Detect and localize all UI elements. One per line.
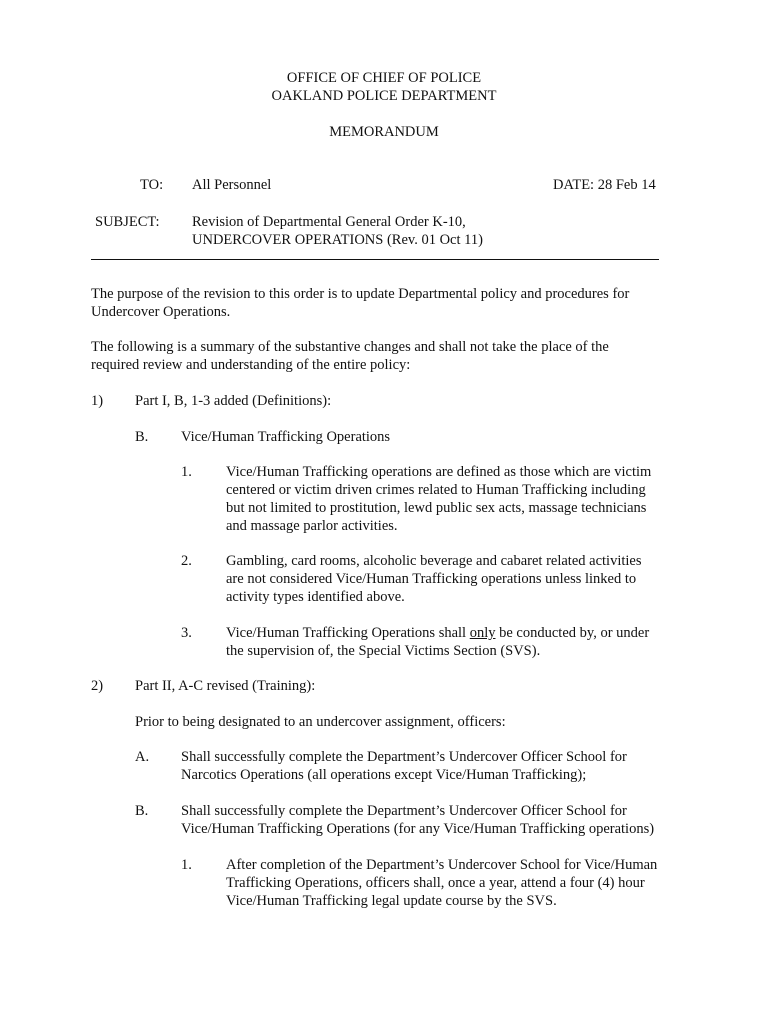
section-2-a-letter: A. <box>135 749 150 765</box>
summary-paragraph-line-2: required review and understanding of the entire policy: <box>91 357 411 373</box>
summary-paragraph-line-1: The following is a summary of the substantive changes and shall not take the place of the <box>91 339 609 355</box>
memo-date: DATE: 28 Feb 14 <box>553 177 656 193</box>
header-divider <box>91 259 659 260</box>
section-1-item-3-line-2: the supervision of, the Special Victims Section (SVS). <box>226 643 541 659</box>
section-1-title: Part I, B, 1-3 added (Definitions): <box>135 393 332 409</box>
section-1-item-2-line-1: Gambling, card rooms, alcoholic beverage and cabaret related activities <box>226 553 642 569</box>
to-value: All Personnel <box>192 177 272 193</box>
section-1-sub-title: Vice/Human Trafficking Operations <box>181 429 391 445</box>
section-2-b-1-line-3: Vice/Human Trafficking legal update course by the SVS. <box>226 893 557 909</box>
section-2-b-1-number: 1. <box>181 857 192 873</box>
item-3-text-after: be conducted by, or under <box>495 625 650 641</box>
section-1-number: 1) <box>91 393 104 409</box>
section-1-item-1-line-4: and massage parlor activities. <box>226 518 398 534</box>
section-2-b-letter: B. <box>135 803 149 819</box>
section-2-intro: Prior to being designated to an undercover assignment, officers: <box>135 714 506 730</box>
item-3-emphasis: only <box>469 625 496 641</box>
subject-label: SUBJECT: <box>95 214 160 230</box>
item-3-text-before: Vice/Human Trafficking Operations shall <box>226 625 470 641</box>
section-1-item-1-number: 1. <box>181 464 192 480</box>
section-2-a-line-1: Shall successfully complete the Department’s Undercover Officer School for <box>181 749 627 765</box>
to-label: TO: <box>140 177 164 193</box>
section-2-b-line-2: Vice/Human Trafficking Operations (for any Vice/Human Trafficking operations) <box>181 821 655 837</box>
purpose-paragraph-line-1: The purpose of the revision to this order is to update Departmental policy and procedures for <box>91 286 630 302</box>
section-2-title: Part II, A-C revised (Training): <box>135 678 316 694</box>
department-title: OAKLAND POLICE DEPARTMENT <box>271 88 497 104</box>
section-1-sub-letter: B. <box>135 429 149 445</box>
section-1-item-1-line-1: Vice/Human Trafficking operations are defined as those which are victim <box>226 464 652 480</box>
office-title: OFFICE OF CHIEF OF POLICE <box>286 70 482 86</box>
section-1-item-2-line-2: are not considered Vice/Human Trafficking operations unless linked to <box>226 571 637 587</box>
section-1-item-3-line-1 <box>226 624 649 642</box>
subject-line-2: UNDERCOVER OPERATIONS (Rev. 01 Oct 11) <box>192 232 483 248</box>
memorandum-title: MEMORANDUM <box>329 124 439 140</box>
section-1-item-1-line-2: centered or victim driven crimes related to Human Trafficking including <box>226 482 646 498</box>
section-2-number: 2) <box>91 678 104 694</box>
section-2-b-1-line-1: After completion of the Department’s Undercover School for Vice/Human <box>226 857 658 873</box>
purpose-paragraph-line-2: Undercover Operations. <box>91 304 231 320</box>
section-2-b-line-1: Shall successfully complete the Department’s Undercover Officer School for <box>181 803 627 819</box>
section-1-item-3-number: 3. <box>181 625 192 641</box>
section-1-item-2-number: 2. <box>181 553 192 569</box>
section-2-b-1-line-2: Trafficking Operations, officers shall, once a year, attend a four (4) hour <box>226 875 645 891</box>
subject-line-1: Revision of Departmental General Order K-10, <box>192 214 466 230</box>
section-2-a-line-2: Narcotics Operations (all operations except Vice/Human Trafficking); <box>181 767 587 783</box>
section-1-item-2-line-3: activity types identified above. <box>226 589 405 605</box>
section-1-item-1-line-3: but not limited to prostitution, lewd public sex acts, massage technicians <box>226 500 647 516</box>
